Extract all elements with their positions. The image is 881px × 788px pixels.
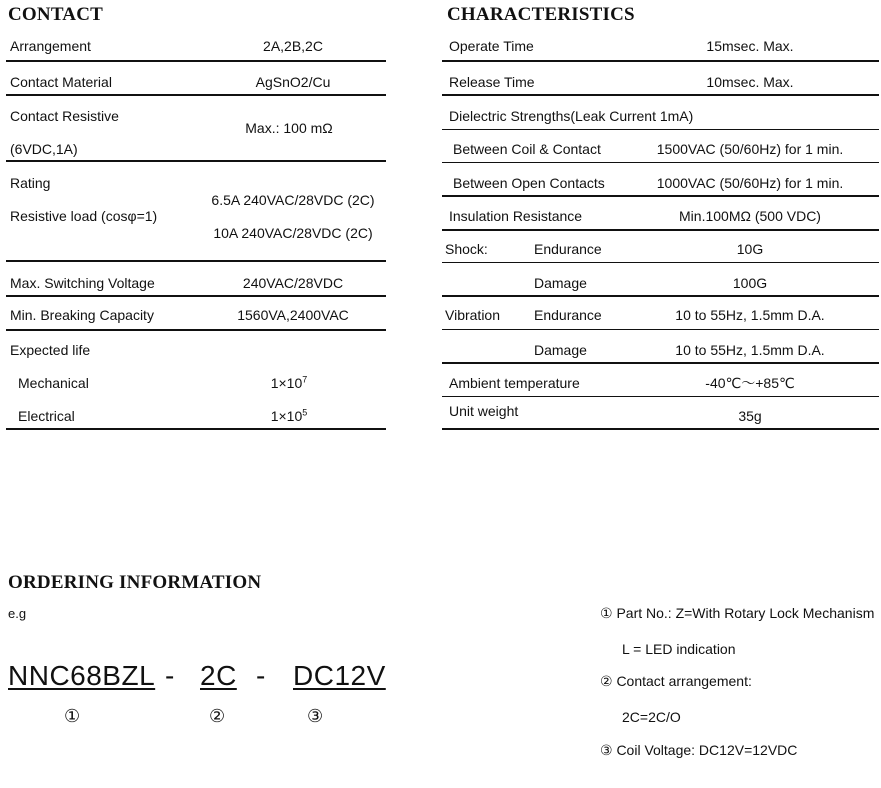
divider: [442, 129, 879, 130]
shock-label: Shock:: [445, 241, 488, 257]
release-time-value: 10msec. Max.: [706, 74, 794, 90]
max-switching-voltage-value: 240VAC/28VDC: [242, 275, 344, 291]
separator: -: [165, 660, 175, 691]
contact-material-label: Contact Material: [10, 74, 112, 90]
insulation-label: Insulation Resistance: [449, 208, 583, 224]
divider: [6, 94, 386, 96]
shock-damage-value: 100G: [732, 275, 768, 291]
mechanical-value: $1\times 10^7$: [270, 374, 308, 391]
contact-material-value: AgSnO2/Cu: [255, 74, 331, 90]
note-part-no: ① Part No.: Z=With Rotary Lock Mechanism: [600, 605, 875, 621]
arrangement-value: 2A,2B,2C: [263, 38, 323, 54]
rating-value-1: 6.5A 240VAC/28VDC (2C): [211, 192, 375, 208]
shock-endurance-label: Endurance: [534, 241, 602, 257]
vibration-damage-value: 10 to 55Hz, 1.5mm D.A.: [675, 342, 825, 358]
divider: [6, 329, 386, 331]
example-label: e.g: [8, 606, 27, 621]
divider: [442, 229, 879, 231]
contact-resistive-label: Contact Resistive: [10, 108, 119, 124]
electrical-value: $1\times 10^5$: [270, 407, 308, 424]
vibration-endurance-label: Endurance: [534, 307, 602, 323]
divider: [442, 262, 879, 263]
contact-resistive-sub: (6VDC,1A): [10, 141, 78, 157]
unit-weight-value: 35g: [738, 408, 762, 424]
divider: [442, 60, 879, 62]
divider: [442, 396, 879, 397]
open-contacts-value: 1000VAC (50/60Hz) for 1 min.: [656, 175, 844, 191]
vibration-label: Vibration: [445, 307, 501, 323]
note-coil-voltage: ③ Coil Voltage: DC12V=12VDC: [600, 742, 798, 758]
unit-weight-label: Unit weight: [449, 403, 519, 419]
divider: [442, 162, 879, 163]
divider: [6, 260, 386, 262]
divider: [442, 94, 879, 96]
coil-code: DC12V: [293, 660, 386, 691]
divider: [442, 329, 879, 330]
max-switching-voltage-label: Max. Switching Voltage: [10, 275, 155, 291]
mechanical-label: Mechanical: [18, 375, 89, 391]
dielectric-label: Dielectric Strengths(Leak Current 1mA): [449, 108, 694, 124]
characteristics-heading: CHARACTERISTICS: [447, 4, 635, 25]
release-time-label: Release Time: [449, 74, 535, 90]
separator: -: [256, 660, 266, 691]
divider: [442, 295, 879, 297]
divider: [442, 428, 879, 430]
coil-contact-label: Between Coil & Contact: [453, 141, 601, 157]
shock-endurance-value: 10G: [736, 241, 764, 257]
contact-heading: CONTACT: [8, 4, 103, 25]
electrical-label: Electrical: [18, 408, 75, 424]
arrangement-label: Arrangement: [10, 38, 91, 54]
rating-label: Rating: [10, 175, 51, 191]
shock-damage-label: Damage: [534, 275, 587, 291]
divider: [6, 160, 386, 162]
contact-resistive-value: Max.: 100 mΩ: [245, 120, 333, 136]
note-2c: 2C=2C/O: [622, 709, 681, 725]
expected-life-label: Expected life: [10, 342, 91, 358]
operate-time-label: Operate Time: [449, 38, 534, 54]
divider: [6, 428, 386, 430]
divider: [442, 362, 879, 364]
vibration-damage-label: Damage: [534, 342, 587, 358]
part-number: NNC68BZL: [8, 660, 156, 691]
marker-1: ①: [64, 706, 81, 727]
operate-time-value: 15msec. Max.: [706, 38, 794, 54]
min-breaking-capacity-label: Min. Breaking Capacity: [10, 307, 154, 323]
marker-2: ②: [209, 706, 226, 727]
ambient-value: -40℃～+85℃: [705, 375, 795, 391]
coil-contact-value: 1500VAC (50/60Hz) for 1 min.: [656, 141, 844, 157]
divider: [442, 195, 879, 197]
rating-value-2: 10A 240VAC/28VDC (2C): [213, 225, 373, 241]
ambient-label: Ambient temperature: [449, 375, 580, 391]
rating-sub: Resistive load (cosφ=1): [10, 208, 158, 224]
insulation-value: Min.100MΩ (500 VDC): [679, 208, 821, 224]
note-contact-arrangement: ② Contact arrangement:: [600, 673, 752, 689]
marker-3: ③: [307, 706, 324, 727]
divider: [6, 60, 386, 62]
ordering-heading: ORDERING INFORMATION: [8, 572, 262, 593]
min-breaking-capacity-value: 1560VA,2400VAC: [237, 307, 349, 323]
note-led: L = LED indication: [622, 641, 736, 657]
arrangement-code: 2C: [200, 660, 237, 691]
vibration-endurance-value: 10 to 55Hz, 1.5mm D.A.: [675, 307, 825, 323]
divider: [6, 295, 386, 297]
open-contacts-label: Between Open Contacts: [453, 175, 605, 191]
